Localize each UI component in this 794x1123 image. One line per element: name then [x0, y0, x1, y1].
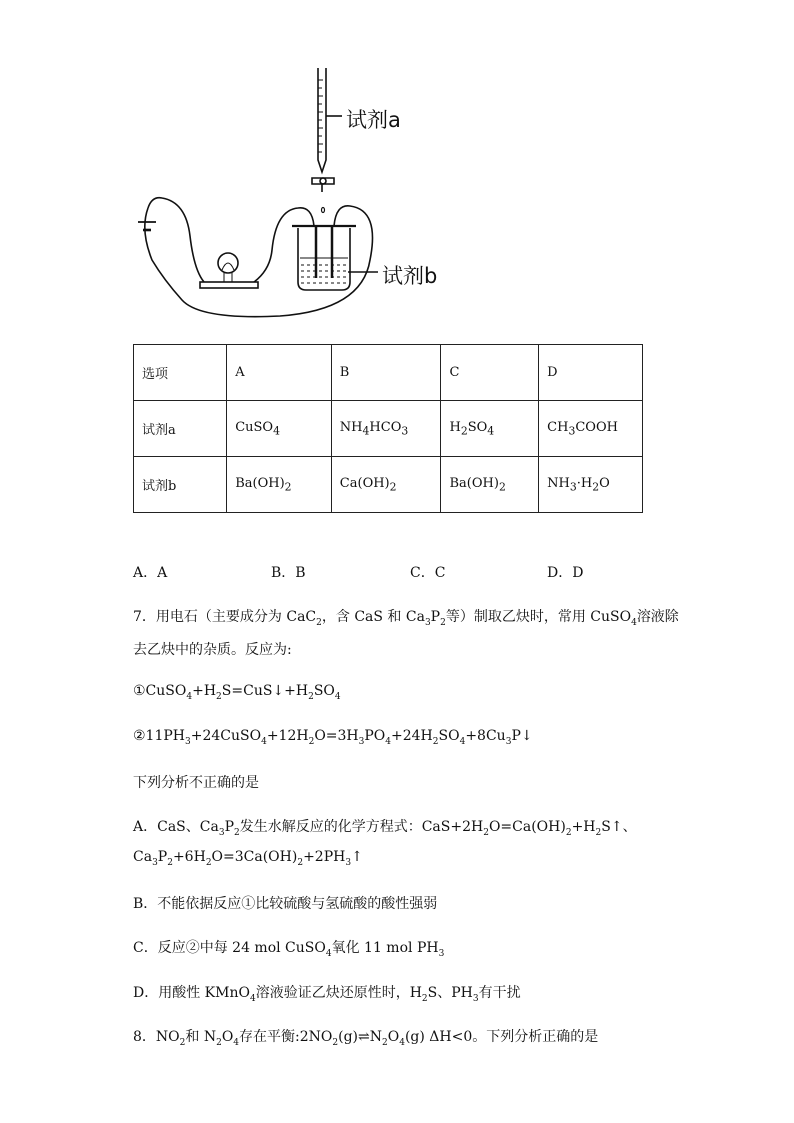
- table-cell: B: [331, 345, 441, 401]
- q8-stem: 8．$NO_2$和 $N_2O_4$存在平衡$:2NO_2(g)\rightleftharpoons N_2O_4(g)$ ΔH<0。下列分析正确的是: [133, 1029, 599, 1048]
- table-row-label: 试剂a: [134, 401, 227, 457]
- table-row-label: 试剂b: [134, 457, 227, 513]
- q7-option-a-line2: $Ca_3P_2+6H_2O=3Ca(OH)_2+2PH_3↑$: [133, 849, 363, 868]
- apparatus-figure: [120, 60, 480, 330]
- q7-stem-line2: 去乙炔中的杂质。反应为:: [133, 642, 292, 658]
- q7-stem-line1: 7．用电石（主要成分为 CaC$_2$，含 CaS 和 $Ca_3P_2$等）制取乙炔时，常用 CuSO$_4$溶液除: [133, 609, 679, 628]
- choice-c: C．C: [410, 565, 446, 581]
- table-cell: $H_2SO_4$: [441, 401, 539, 457]
- table-row-reagent-a: [134, 401, 643, 457]
- q7-option-c: C．反应②中每 24 mol CuSO$_4$氧化 11 mol $PH_3$: [133, 940, 445, 959]
- reagent-a-label: 试剂a: [346, 108, 401, 132]
- choice-d: D．D: [547, 565, 584, 581]
- table-cell: $CH_3COOH$: [539, 401, 643, 457]
- table-cell: C: [441, 345, 539, 401]
- table-cell: $Ca(OH)_2$: [331, 457, 441, 513]
- beaker: [298, 228, 350, 290]
- liquid: [301, 265, 347, 283]
- table-cell: D: [539, 345, 643, 401]
- table-cell: $Ba(OH)_2$: [441, 457, 539, 513]
- table-cell: $Ba(OH)_2$: [227, 457, 332, 513]
- wire-battery-to-bulb: [148, 198, 204, 282]
- choice-b: B．B: [271, 565, 306, 581]
- table-row-reagent-b: [134, 457, 643, 513]
- table-cell: $NH_4HCO_3$: [331, 401, 441, 457]
- table-cell: A: [227, 345, 332, 401]
- q7-option-b: B．不能依据反应①比较硫酸与氢硫酸的酸性强弱: [133, 896, 438, 912]
- drop: [322, 208, 325, 213]
- q7-option-a-line1: A．CaS、$Ca_3P_2$发生水解反应的化学方程式：$CaS+2H_2O=Ca(OH)_2+H_2S↑$、: [133, 819, 637, 838]
- q7-option-d: D．用酸性 KMnO$_4$溶液验证乙炔还原性时，$H_2S$、$PH_3$有干扰: [133, 985, 521, 1004]
- table-header-row: [134, 345, 643, 401]
- table-cell: 选项: [134, 345, 227, 401]
- table-cell: $NH_3\cdot H_2O$: [539, 457, 643, 513]
- choice-a: A．A: [133, 565, 168, 581]
- q7-equation-1: $①CuSO_4+H_2S=CuS↓+H_2SO_4$: [133, 683, 341, 702]
- bulb-base: [200, 282, 258, 288]
- table-cell: CuSO$_4$: [227, 401, 332, 457]
- wire-beaker-to-battery: [145, 206, 373, 317]
- reagent-b-label: 试剂b: [382, 264, 438, 288]
- options-table: [133, 344, 643, 513]
- q7-equation-2: $②11PH_3+24CuSO_4+12H_2O=3H_3PO_4+24H_2SO_4+8Cu_3P↓$: [133, 728, 533, 747]
- wire-bulb-to-beaker: [254, 208, 314, 282]
- stopcock: [312, 178, 334, 184]
- q7-question: 下列分析不正确的是: [133, 775, 259, 791]
